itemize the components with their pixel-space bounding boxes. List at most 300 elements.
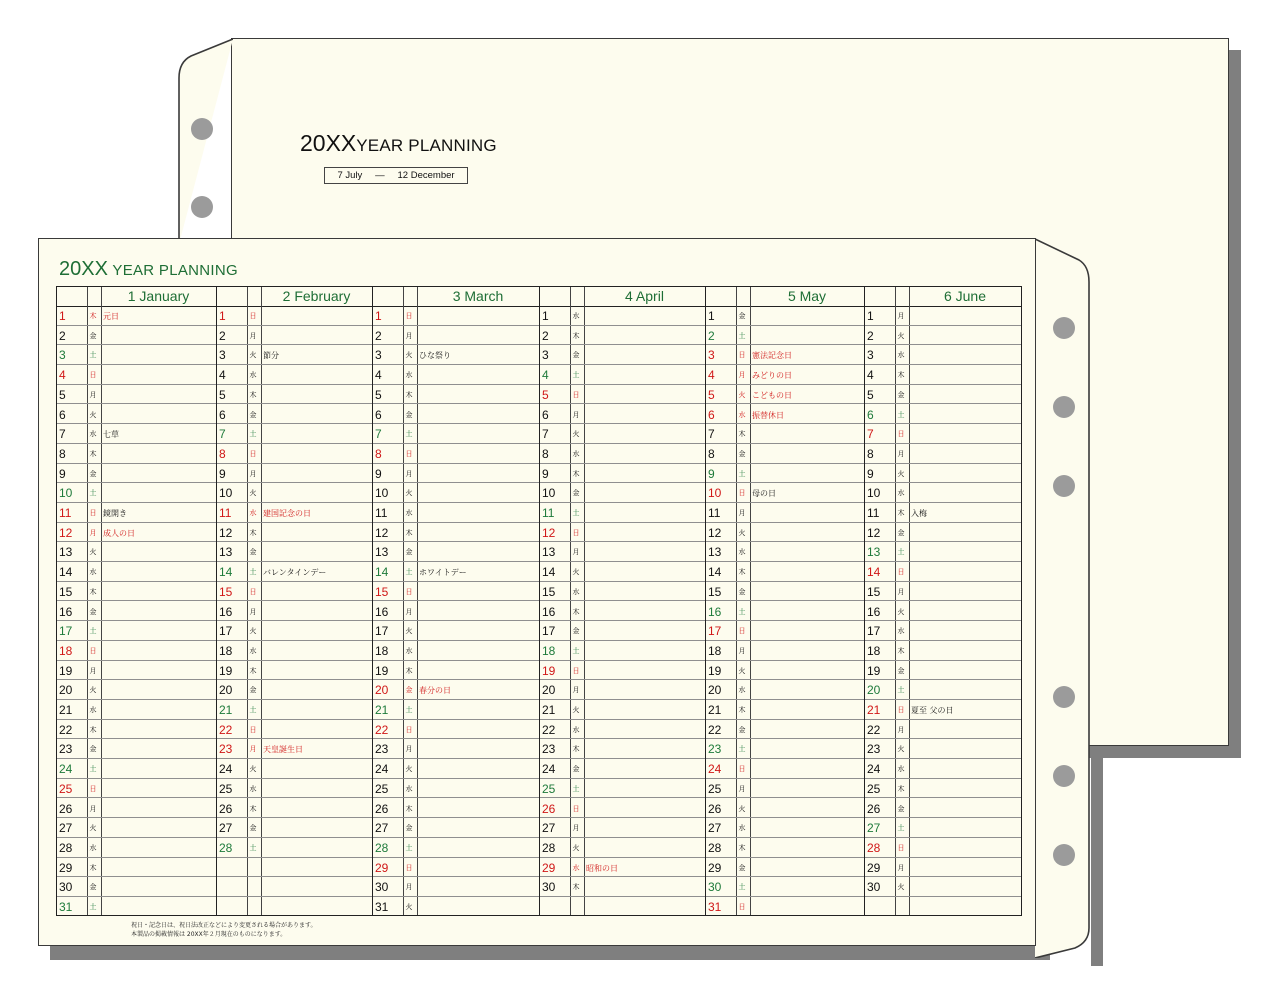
day-row[interactable]: [373, 779, 539, 799]
day-row[interactable]: [865, 503, 1021, 523]
day-row[interactable]: [706, 326, 864, 346]
day-row[interactable]: [373, 523, 539, 543]
day-number: 26: [867, 801, 881, 816]
day-number: 19: [375, 663, 389, 678]
day-number: 14: [708, 565, 722, 580]
day-row[interactable]: [217, 444, 372, 464]
day-row[interactable]: [540, 838, 705, 858]
day-row[interactable]: [706, 680, 864, 700]
day-row[interactable]: [865, 641, 1021, 661]
day-row[interactable]: [373, 444, 539, 464]
day-row[interactable]: [57, 424, 216, 444]
weekday: 木: [738, 430, 746, 439]
day-row[interactable]: [865, 602, 1021, 622]
day-number: 1: [542, 309, 549, 323]
day-row[interactable]: [373, 602, 539, 622]
day-number: 20: [375, 683, 389, 698]
day-row[interactable]: [540, 306, 705, 326]
day-number: 30: [708, 880, 722, 895]
day-number: 5: [708, 387, 715, 402]
day-row[interactable]: [865, 483, 1021, 503]
day-row[interactable]: [57, 779, 216, 799]
day-row[interactable]: [57, 365, 216, 385]
day-row[interactable]: [706, 562, 864, 582]
weekday: 木: [249, 804, 257, 813]
day-row[interactable]: [217, 779, 372, 799]
day-number: 12: [375, 525, 389, 540]
day-row[interactable]: [706, 306, 864, 326]
day-number: 25: [867, 781, 881, 796]
day-row[interactable]: [865, 306, 1021, 326]
day-row[interactable]: [217, 542, 372, 562]
day-row[interactable]: [540, 503, 705, 523]
day-number: 24: [375, 762, 389, 777]
day-number: 10: [708, 486, 722, 501]
month-column: [216, 287, 372, 915]
day-row[interactable]: [540, 858, 705, 878]
day-row[interactable]: [706, 345, 864, 365]
day-number: 29: [708, 860, 722, 875]
day-row[interactable]: [865, 326, 1021, 346]
day-row[interactable]: [706, 641, 864, 661]
day-row[interactable]: [540, 680, 705, 700]
day-row[interactable]: [706, 385, 864, 405]
weekday: 土: [738, 331, 746, 340]
day-number: 8: [708, 446, 715, 461]
day-row[interactable]: [217, 661, 372, 681]
day-row[interactable]: [865, 818, 1021, 838]
day-row[interactable]: [57, 444, 216, 464]
day-row[interactable]: [57, 680, 216, 700]
day-number: 2: [375, 328, 382, 343]
day-row[interactable]: [57, 562, 216, 582]
day-row[interactable]: [217, 483, 372, 503]
day-row[interactable]: [217, 700, 372, 720]
weekday: 木: [89, 587, 97, 596]
weekday: 金: [572, 627, 580, 636]
day-row[interactable]: [706, 720, 864, 740]
weekday: 木: [738, 843, 746, 852]
day-row[interactable]: [706, 424, 864, 444]
day-number: 3: [219, 348, 226, 363]
day-number: 4: [867, 368, 874, 383]
day-row[interactable]: [706, 818, 864, 838]
day-number: 24: [542, 762, 556, 777]
day-event: バレンタインデー: [263, 568, 327, 578]
day-row[interactable]: [373, 385, 539, 405]
weekday: 水: [89, 843, 97, 852]
day-row[interactable]: [865, 680, 1021, 700]
day-row[interactable]: [217, 503, 372, 523]
day-row[interactable]: [865, 838, 1021, 858]
day-row[interactable]: [706, 483, 864, 503]
day-row[interactable]: [865, 385, 1021, 405]
day-row[interactable]: [540, 759, 705, 779]
day-row[interactable]: [57, 503, 216, 523]
weekday: 水: [405, 371, 413, 380]
day-row[interactable]: [540, 385, 705, 405]
month-column: [539, 287, 705, 915]
day-row[interactable]: [217, 365, 372, 385]
weekday: 土: [89, 351, 97, 360]
empty-row: [217, 897, 372, 917]
day-row[interactable]: [706, 838, 864, 858]
day-row[interactable]: [706, 602, 864, 622]
day-row[interactable]: [706, 661, 864, 681]
day-number: 24: [59, 762, 73, 777]
day-row[interactable]: [57, 858, 216, 878]
day-row[interactable]: [540, 700, 705, 720]
day-row[interactable]: [217, 345, 372, 365]
weekday: 月: [738, 784, 746, 793]
day-row[interactable]: [57, 799, 216, 819]
back-sheet-shadow: [1229, 50, 1241, 758]
weekday: 木: [405, 666, 413, 675]
weekday: 月: [572, 824, 580, 833]
day-number: 22: [375, 722, 389, 737]
weekday: 土: [249, 706, 257, 714]
day-row[interactable]: [706, 523, 864, 543]
day-row[interactable]: [706, 464, 864, 484]
day-number: 29: [542, 860, 556, 875]
day-row[interactable]: [373, 818, 539, 838]
day-number: 1: [375, 309, 382, 323]
day-row[interactable]: [373, 326, 539, 346]
day-row[interactable]: [217, 838, 372, 858]
day-row[interactable]: [706, 503, 864, 523]
day-row[interactable]: [57, 759, 216, 779]
weekday: 月: [405, 469, 413, 478]
day-row[interactable]: [865, 661, 1021, 681]
day-row[interactable]: [706, 897, 864, 917]
day-row[interactable]: [57, 523, 216, 543]
day-row[interactable]: [865, 542, 1021, 562]
day-number: 9: [708, 466, 715, 481]
day-row[interactable]: [373, 424, 539, 444]
weekday: 水: [249, 784, 257, 793]
day-row[interactable]: [540, 365, 705, 385]
weekday: 金: [572, 351, 580, 360]
day-number: 16: [375, 604, 389, 619]
day-row[interactable]: [540, 877, 705, 897]
weekday: 月: [897, 863, 905, 872]
weekday: 金: [89, 745, 97, 754]
day-row[interactable]: [706, 542, 864, 562]
day-row[interactable]: [217, 759, 372, 779]
weekday: 火: [89, 824, 97, 833]
day-row[interactable]: [706, 621, 864, 641]
day-row[interactable]: [57, 405, 216, 425]
weekday: 日: [405, 587, 413, 596]
day-row[interactable]: [373, 621, 539, 641]
day-row[interactable]: [373, 838, 539, 858]
weekday: 月: [572, 686, 580, 695]
weekday: 火: [738, 390, 746, 399]
day-number: 3: [375, 348, 382, 363]
day-row[interactable]: [57, 720, 216, 740]
binder-hole: [191, 196, 213, 218]
day-row[interactable]: [706, 779, 864, 799]
day-row[interactable]: [706, 858, 864, 878]
weekday: 水: [89, 568, 97, 577]
day-number: 4: [375, 368, 382, 383]
day-row[interactable]: [217, 799, 372, 819]
day-row[interactable]: [706, 444, 864, 464]
day-row[interactable]: [373, 641, 539, 661]
day-row[interactable]: [217, 680, 372, 700]
day-row[interactable]: [57, 700, 216, 720]
day-row[interactable]: [540, 326, 705, 346]
day-row[interactable]: [865, 720, 1021, 740]
weekday: 金: [897, 390, 905, 399]
weekday: 火: [897, 745, 905, 754]
day-row[interactable]: [865, 759, 1021, 779]
day-number: 3: [708, 348, 715, 363]
weekday: 火: [897, 607, 905, 616]
day-row[interactable]: [57, 385, 216, 405]
day-number: 3: [59, 348, 66, 363]
day-row[interactable]: [373, 877, 539, 897]
day-row[interactable]: [373, 562, 539, 582]
weekday: 日: [897, 706, 905, 714]
day-row[interactable]: [540, 424, 705, 444]
day-row[interactable]: [217, 385, 372, 405]
day-row[interactable]: [540, 562, 705, 582]
day-number: 31: [708, 900, 722, 914]
day-row[interactable]: [57, 818, 216, 838]
day-row[interactable]: [540, 444, 705, 464]
day-row[interactable]: [540, 799, 705, 819]
day-row[interactable]: [540, 582, 705, 602]
day-row[interactable]: [57, 306, 216, 326]
day-row[interactable]: [57, 602, 216, 622]
day-number: 18: [542, 643, 556, 658]
weekday: 月: [572, 410, 580, 419]
weekday: 金: [738, 312, 746, 320]
day-row[interactable]: [217, 424, 372, 444]
day-number: 10: [867, 486, 881, 501]
day-row[interactable]: [217, 602, 372, 622]
day-row[interactable]: [57, 641, 216, 661]
weekday: 木: [897, 509, 905, 517]
day-row[interactable]: [540, 483, 705, 503]
weekday: 金: [405, 824, 413, 833]
day-row[interactable]: [217, 641, 372, 661]
day-row[interactable]: [57, 838, 216, 858]
day-row[interactable]: [540, 661, 705, 681]
day-row[interactable]: [57, 483, 216, 503]
day-row[interactable]: [57, 326, 216, 346]
day-row[interactable]: [57, 582, 216, 602]
weekday: 金: [405, 410, 413, 419]
day-row[interactable]: [217, 562, 372, 582]
day-row[interactable]: [865, 464, 1021, 484]
day-number: 31: [59, 900, 73, 914]
weekday: 月: [897, 449, 905, 458]
day-row[interactable]: [373, 897, 539, 917]
day-row[interactable]: [540, 818, 705, 838]
day-number: 30: [867, 880, 881, 895]
day-row[interactable]: [865, 700, 1021, 720]
day-row[interactable]: [865, 779, 1021, 799]
day-row[interactable]: [540, 405, 705, 425]
weekday: 金: [249, 824, 257, 833]
day-row[interactable]: [865, 365, 1021, 385]
day-row[interactable]: [57, 345, 216, 365]
weekday: 火: [405, 351, 413, 360]
weekday: 日: [405, 863, 413, 872]
day-row[interactable]: [373, 464, 539, 484]
weekday: 金: [897, 804, 905, 813]
day-row[interactable]: [373, 858, 539, 878]
back-title-label: YEAR PLANNING: [356, 136, 497, 155]
day-row[interactable]: [540, 345, 705, 365]
day-number: 19: [542, 663, 556, 678]
day-number: 20: [59, 683, 73, 698]
day-row[interactable]: [217, 818, 372, 838]
day-number: 26: [375, 801, 389, 816]
day-number: 17: [375, 624, 389, 639]
weekday: 金: [89, 469, 97, 478]
day-row[interactable]: [373, 759, 539, 779]
day-number: 14: [867, 565, 881, 580]
day-row[interactable]: [373, 503, 539, 523]
day-row[interactable]: [865, 858, 1021, 878]
day-row[interactable]: [217, 464, 372, 484]
weekday: 火: [572, 568, 580, 577]
day-number: 29: [375, 860, 389, 875]
day-row[interactable]: [373, 700, 539, 720]
front-sheet: [38, 238, 1036, 946]
day-row[interactable]: [373, 720, 539, 740]
day-row[interactable]: [865, 739, 1021, 759]
day-row[interactable]: [865, 523, 1021, 543]
day-number: 16: [708, 604, 722, 619]
binder-hole: [1053, 317, 1075, 339]
weekday: 金: [89, 883, 97, 892]
day-row[interactable]: [57, 877, 216, 897]
weekday: 月: [89, 528, 97, 537]
day-row[interactable]: [540, 641, 705, 661]
day-row[interactable]: [540, 779, 705, 799]
day-row[interactable]: [540, 523, 705, 543]
day-row[interactable]: [540, 739, 705, 759]
front-title-label: YEAR PLANNING: [112, 262, 238, 279]
day-row[interactable]: [217, 405, 372, 425]
back-date-range: [324, 167, 468, 184]
day-row[interactable]: [706, 700, 864, 720]
day-number: 2: [708, 328, 715, 343]
weekday: 月: [89, 390, 97, 399]
day-row[interactable]: [865, 345, 1021, 365]
day-row[interactable]: [540, 542, 705, 562]
weekday: 日: [572, 528, 580, 537]
weekday: 日: [89, 784, 97, 793]
day-row[interactable]: [57, 464, 216, 484]
day-event: 建国記念の日: [263, 509, 311, 518]
weekday: 月: [405, 331, 413, 340]
empty-row: [865, 897, 1021, 917]
day-row[interactable]: [57, 661, 216, 681]
day-number: 23: [59, 742, 73, 757]
weekday: 木: [405, 528, 413, 537]
day-row[interactable]: [540, 602, 705, 622]
day-row[interactable]: [57, 739, 216, 759]
day-row[interactable]: [865, 799, 1021, 819]
weekday: 火: [405, 765, 413, 774]
day-number: 27: [542, 821, 556, 836]
day-row[interactable]: [57, 621, 216, 641]
day-row[interactable]: [217, 582, 372, 602]
day-number: 1: [867, 309, 874, 323]
weekday: 水: [572, 312, 580, 320]
day-row[interactable]: [373, 542, 539, 562]
day-number: 6: [867, 407, 874, 422]
day-row[interactable]: [865, 444, 1021, 464]
day-row[interactable]: [706, 365, 864, 385]
day-row[interactable]: [706, 582, 864, 602]
day-number: 22: [219, 722, 233, 737]
day-row[interactable]: [373, 680, 539, 700]
day-number: 12: [867, 525, 881, 540]
day-row[interactable]: [373, 582, 539, 602]
day-row[interactable]: [57, 542, 216, 562]
day-row[interactable]: [706, 405, 864, 425]
day-row[interactable]: [217, 326, 372, 346]
day-row[interactable]: [865, 877, 1021, 897]
day-row[interactable]: [540, 720, 705, 740]
day-row[interactable]: [217, 523, 372, 543]
day-row[interactable]: [373, 799, 539, 819]
day-row[interactable]: [373, 345, 539, 365]
day-row[interactable]: [217, 306, 372, 326]
weekday: 日: [249, 587, 257, 596]
day-row[interactable]: [865, 405, 1021, 425]
day-row[interactable]: [706, 799, 864, 819]
weekday: 日: [89, 509, 97, 517]
day-row[interactable]: [865, 582, 1021, 602]
day-row[interactable]: [865, 424, 1021, 444]
day-row[interactable]: [57, 897, 216, 917]
day-row[interactable]: [706, 877, 864, 897]
day-row[interactable]: [865, 562, 1021, 582]
weekday: 火: [405, 627, 413, 636]
weekday: 火: [572, 430, 580, 439]
day-number: 26: [59, 801, 73, 816]
day-row[interactable]: [865, 621, 1021, 641]
day-row[interactable]: [373, 661, 539, 681]
day-number: 17: [542, 624, 556, 639]
day-row[interactable]: [706, 759, 864, 779]
day-row[interactable]: [373, 306, 539, 326]
day-row[interactable]: [540, 464, 705, 484]
day-row[interactable]: [540, 621, 705, 641]
footnote-line: 本製品の掲載情報は 20XX年２月現在のものになります。: [131, 931, 287, 938]
day-row[interactable]: [373, 405, 539, 425]
day-row[interactable]: [217, 621, 372, 641]
day-row[interactable]: [706, 739, 864, 759]
day-row[interactable]: [217, 720, 372, 740]
weekday: 火: [897, 469, 905, 478]
day-row[interactable]: [373, 483, 539, 503]
year-planning-grid: [56, 286, 1022, 916]
day-number: 22: [59, 722, 73, 737]
day-row[interactable]: [373, 365, 539, 385]
day-row[interactable]: [217, 739, 372, 759]
weekday: 火: [572, 706, 580, 714]
weekday: 金: [89, 607, 97, 616]
day-row[interactable]: [373, 739, 539, 759]
